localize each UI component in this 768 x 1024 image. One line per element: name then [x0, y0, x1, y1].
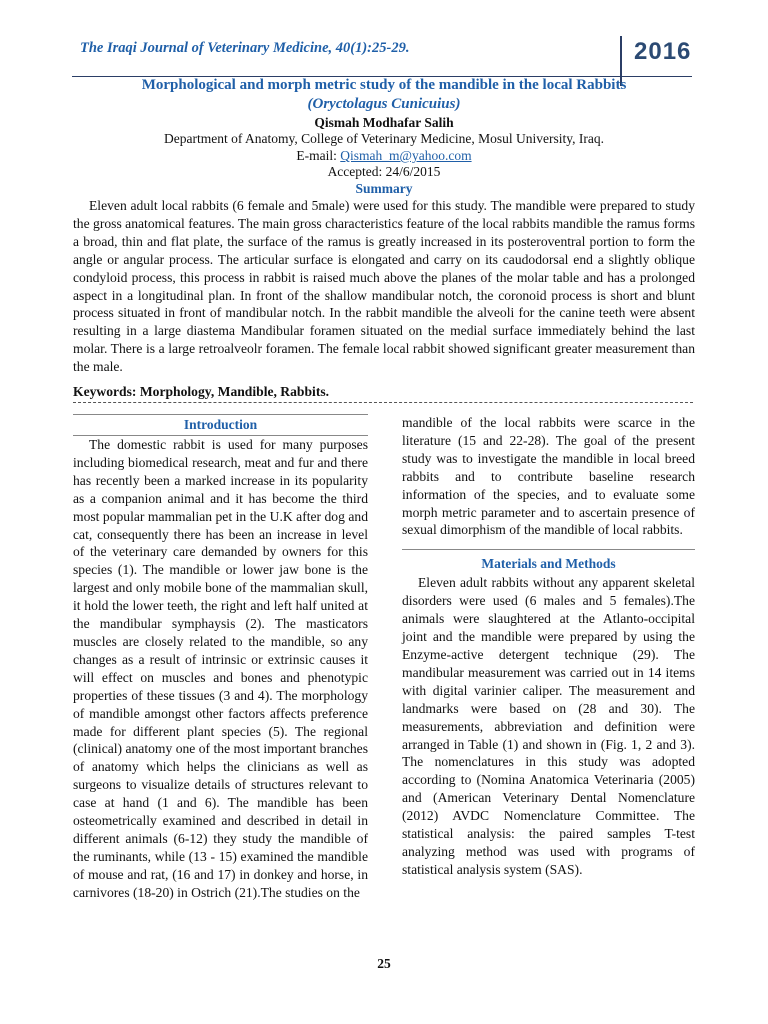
summary-text: Eleven adult local rabbits (6 female and 5male) were used for this study. The mandible were prepared to study the gross anatomical features. The main gross characteristics feature of the local rabbits mandible the ramus forms a broad, thin and flat plate, the surface of the ramus is greatly increased in its posteroventral portion to form the angle or angular process. The articular surface is elongated and carry on its caudodorsal end a slightly oblique condyloid process, this process in rabbit is raised much above the planes of the molar table and has a prolonged aspect in a longitudinal plan. In front of the shallow mandibular notch, the coronoid process is short and blunt process situated in front of mandibular notch. In the rabbit mandible the alveoli for the canine teeth were absent resulting in a large diastema Mandibular foramen situated on the medial surface immediately behind the last molar. There is a large retroalveolr foramen. The female local rabbit showed significant greater measurement than the male.: [73, 198, 695, 375]
article-title: [72, 76, 696, 114]
accepted-date: Accepted: 24/6/2015: [327, 164, 441, 179]
author-name: Qismah Modhafar Salih: [314, 115, 454, 130]
journal-header: [72, 30, 692, 77]
introduction-continued: mandible of the local rabbits were scarce in the literature (15 and 22-28). The goal of the present study was to investigate the mandible in local breed rabbits and to contribute baseline research information of the species, and to evaluate some morph metric parameter and to ascertain presence of sexual dimorphism of the mandible of local rabbits.: [402, 415, 695, 538]
page-number: 25: [377, 956, 391, 971]
methods-paragraph: [402, 574, 695, 878]
journal-year: 2016: [634, 38, 692, 65]
author-affiliation: Department of Anatomy, College of Veterinary Medicine, Mosul University, Iraq.: [163, 131, 604, 146]
article-title-line1: Morphological and morph metric study of the mandible in the local Rabbits: [141, 77, 627, 93]
keywords: Keywords: Morphology, Mandible, Rabbits.: [73, 384, 330, 399]
summary-heading: Summary: [355, 181, 413, 196]
left-column: [73, 414, 368, 902]
email-label: E-mail:: [296, 148, 337, 163]
introduction-heading: Introduction: [73, 414, 368, 436]
methods-heading: Materials and Methods: [481, 556, 616, 572]
introduction-text: The domestic rabbit is used for many purposes including biomedical research, meat and fur and there has recently been a marked increase in its popularity as a companion animal and it has become the third most popular mammalian pet in the U.K after dog and cat, consequently there has been an increase in level of the veterinary care demanded by owners for this species (1). The mandible or lower jaw bone is the largest and only mobile bone of the mammalian skull, it hold the lower teeth, the right and left half united at the mandibular symphaysis (2). The masticators muscles are closely related to the mandible, so any changes as a result of intrinsic or extrinsic causes it will effect on muscles and bones and phenotypic properties of these tissues (3 and 4). The morphology of mandible amongst other factors affects preference made for different plant species (5). The regional (clinical) anatomy one of the most important branches of anatomy which helps the clinicians as well as surgeons to visualize details of structures relevant to case at hand (1 and 6). The mandible has been osteometrically examined and described in detail in different animals (6-12) they study the mandible of the ruminants, while (13 - 15) examined the mandible of mouse and rat, (16 and 17) in donkey and horse, in carnivores (18-20) in Ostrich (21).The studies on the: [73, 437, 368, 900]
email-link[interactable]: Qismah_m@yahoo.com: [340, 148, 472, 163]
article-title-species: (Oryctolagus Cunicuius): [307, 96, 461, 112]
summary-paragraph: [73, 197, 695, 376]
journal-citation: The Iraqi Journal of Veterinary Medicine, 40(1):25-29.: [80, 40, 410, 56]
section-divider: [73, 402, 693, 403]
introduction-paragraph: [73, 436, 368, 902]
right-column: [402, 414, 695, 879]
methods-rule: [402, 549, 695, 550]
email-line: [72, 148, 696, 164]
methods-text: Eleven adult rabbits without any apparent skeletal disorders were used (6 males and 5 females).The animals were slaughtered at the Atlanto-occipital joint and the mandible were prepared by using the Enzyme-active detergent technique (29). The mandibular measurement was carried out in 14 items with digital varinier caliper. The measurement and landmarks were based on (28 and 30). The measurements, abbreviation and definition were arranged in Table (1) and shown in (Fig. 1, 2 and 3). The nomenclatures in this study was adopted according to (Nomina Anatomica Veterinaria (2005) and (American Veterinary Dental Nomenclature (2012) AVDC Nomenclature Committee. The statistical analysis: the paired samples T-test analyzing method was used with programs of statistical analysis system (SAS).: [402, 575, 695, 877]
